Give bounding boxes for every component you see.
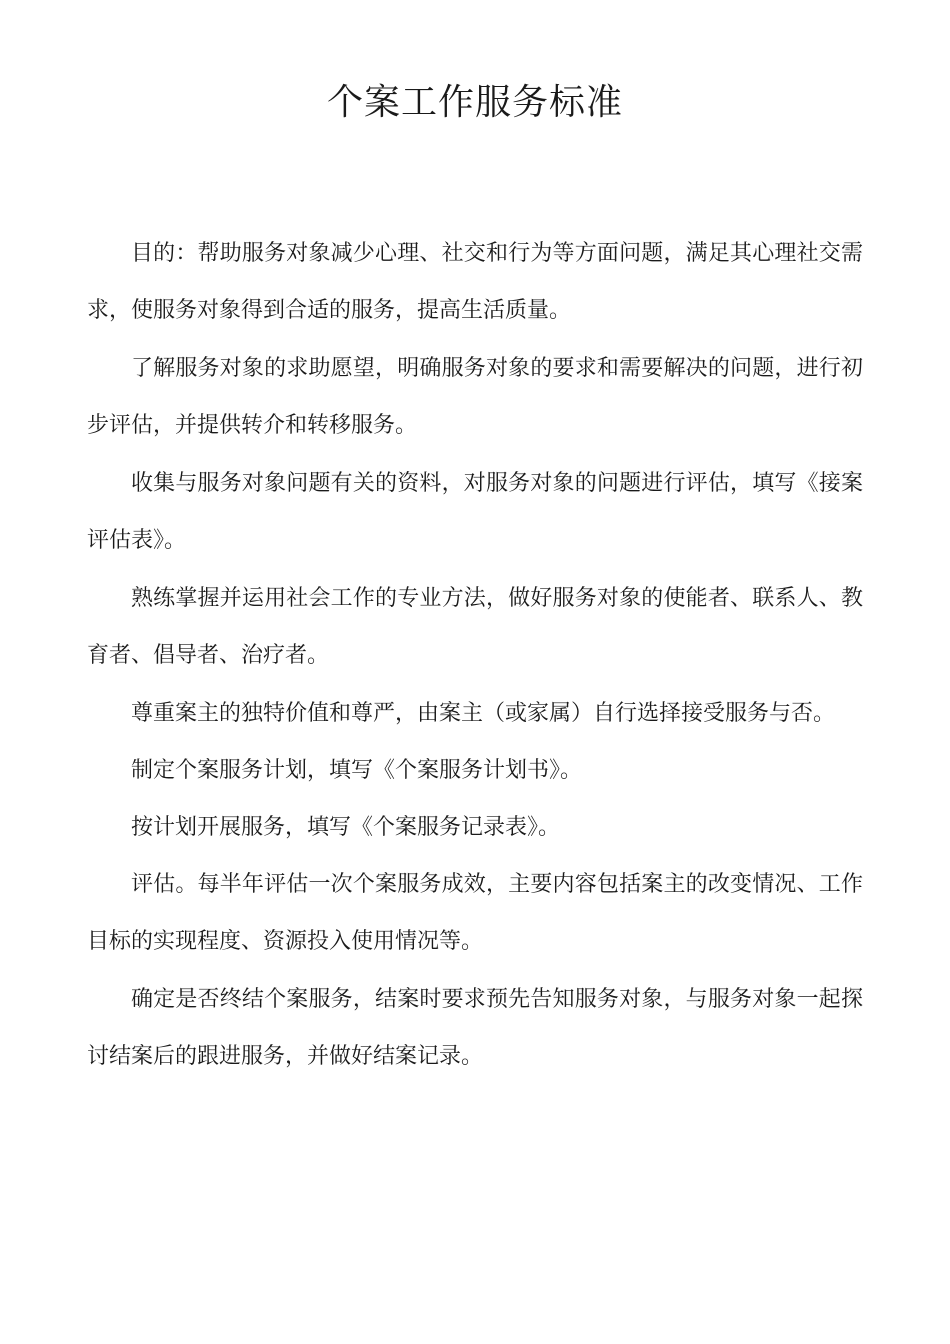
- paragraph-service-record: 按计划开展服务，填写《个案服务记录表》。: [131, 815, 561, 840]
- paragraph-data-collection: 收集与服务对象问题有关的资料，对服务对象的问题进行评估，填写《接案评估表》。: [87, 471, 863, 553]
- paragraph-professional-methods: 熟练掌握并运用社会工作的专业方法，做好服务对象的使能者、联系人、教育者、倡导者、治疗者。: [87, 586, 863, 668]
- paragraph-case-closure: 确定是否终结个案服务，结案时要求预先告知服务对象，与服务对象一起探讨结案后的跟进服务，并做好结案记录。: [87, 987, 863, 1069]
- paragraph-evaluation: 评估。每半年评估一次个案服务成效，主要内容包括案主的改变情况、工作目标的实现程度、资源投入使用情况等。: [87, 872, 863, 954]
- paragraph-assessment: 了解服务对象的求助愿望，明确服务对象的要求和需要解决的问题，进行初步评估，并提供转介和转移服务。: [87, 356, 863, 438]
- document-title: 个案工作服务标准: [326, 82, 623, 123]
- paragraph-service-plan: 制定个案服务计划，填写《个案服务计划书》。: [131, 758, 583, 783]
- paragraph-purpose: 目的：帮助服务对象减少心理、社交和行为等方面问题，满足其心理社交需求，使服务对象得到合适的服务，提高生活质量。: [87, 241, 863, 323]
- document-body: [87, 225, 863, 1086]
- paragraph-respect: 尊重案主的独特价值和尊严，由案主（或家属）自行选择接受服务与否。: [131, 701, 836, 726]
